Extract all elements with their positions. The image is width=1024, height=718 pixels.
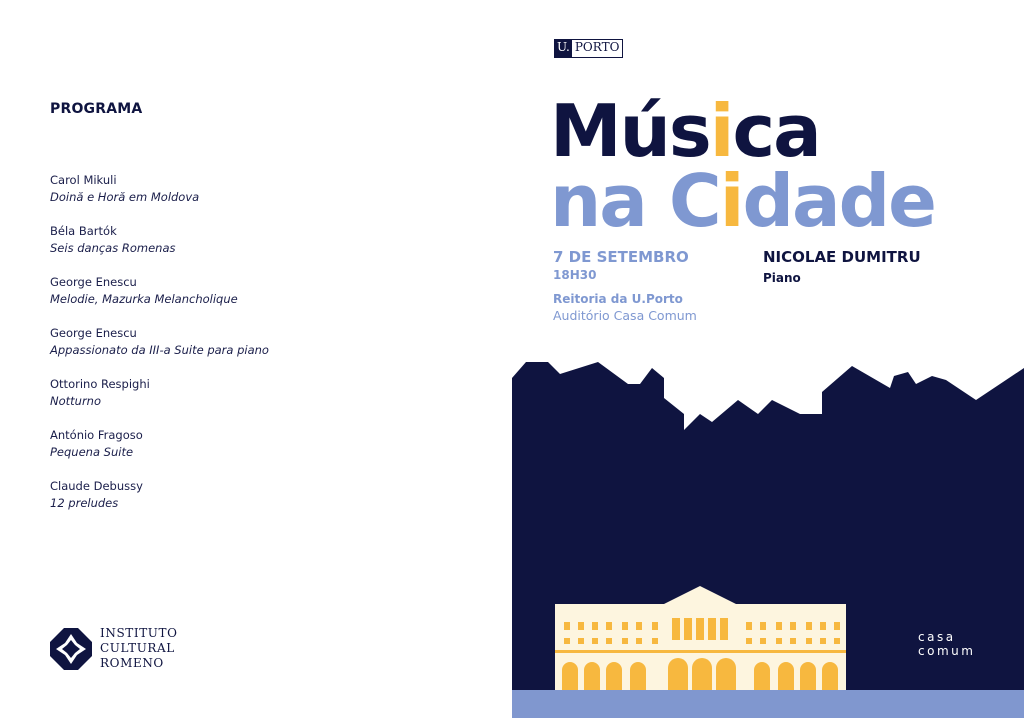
event-time: 18H30 xyxy=(553,268,597,282)
city-skyline-illustration xyxy=(512,350,1024,718)
work-title: Seis danças Romenas xyxy=(50,241,176,255)
event-auditorium: Auditório Casa Comum xyxy=(553,308,697,323)
composer-name: George Enescu xyxy=(50,326,137,340)
title-line2: na Cidade xyxy=(550,159,935,243)
cover-page xyxy=(512,0,1024,718)
institute-line1: INSTITUTO xyxy=(100,626,178,640)
title-line1: Música xyxy=(550,89,820,173)
program-title: PROGRAMA xyxy=(50,101,143,117)
institute-line2: CULTURAL xyxy=(100,641,175,655)
work-title: Pequena Suite xyxy=(50,445,134,459)
work-title: Doină e Horă em Moldova xyxy=(50,190,200,204)
composer-name: Carol Mikuli xyxy=(50,173,117,187)
uporto-logo-porto: PORTO xyxy=(574,40,620,54)
composer-name: Béla Bartók xyxy=(50,224,117,238)
program-piece xyxy=(50,376,450,427)
program-piece xyxy=(50,172,450,223)
artist-name: NICOLAE DUMITRU xyxy=(763,248,921,266)
program-piece xyxy=(50,223,450,274)
work-title: Melodie, Mazurka Melancholique xyxy=(50,292,238,306)
composer-name: Claude Debussy xyxy=(50,479,143,493)
program-piece xyxy=(50,427,450,478)
composer-name: Ottorino Respighi xyxy=(50,377,150,391)
ground-strip xyxy=(512,690,1024,718)
artist-instrument: Piano xyxy=(763,271,801,285)
program-list xyxy=(50,172,450,529)
casa-comum-line1: casa xyxy=(918,630,956,644)
composer-name: George Enescu xyxy=(50,275,137,289)
program-piece xyxy=(50,325,450,376)
institute-logo xyxy=(50,626,178,671)
program-piece xyxy=(50,478,450,529)
work-title: 12 preludes xyxy=(50,496,119,510)
work-title: Appassionato da III-a Suite para piano xyxy=(50,343,269,357)
work-title: Notturno xyxy=(50,394,101,408)
uporto-logo-u: U. xyxy=(555,40,572,57)
uporto-logo xyxy=(554,39,623,58)
event-date: 7 DE SETEMBRO xyxy=(553,248,689,266)
event-venue: Reitoria da U.Porto xyxy=(553,292,683,306)
institute-emblem-icon xyxy=(50,628,92,670)
casa-comum-logo xyxy=(918,630,975,658)
institute-line3: ROMENO xyxy=(100,656,164,670)
composer-name: António Fragoso xyxy=(50,428,143,442)
event-title xyxy=(550,89,935,243)
program-piece xyxy=(50,274,450,325)
casa-comum-line2: comum xyxy=(918,644,976,658)
